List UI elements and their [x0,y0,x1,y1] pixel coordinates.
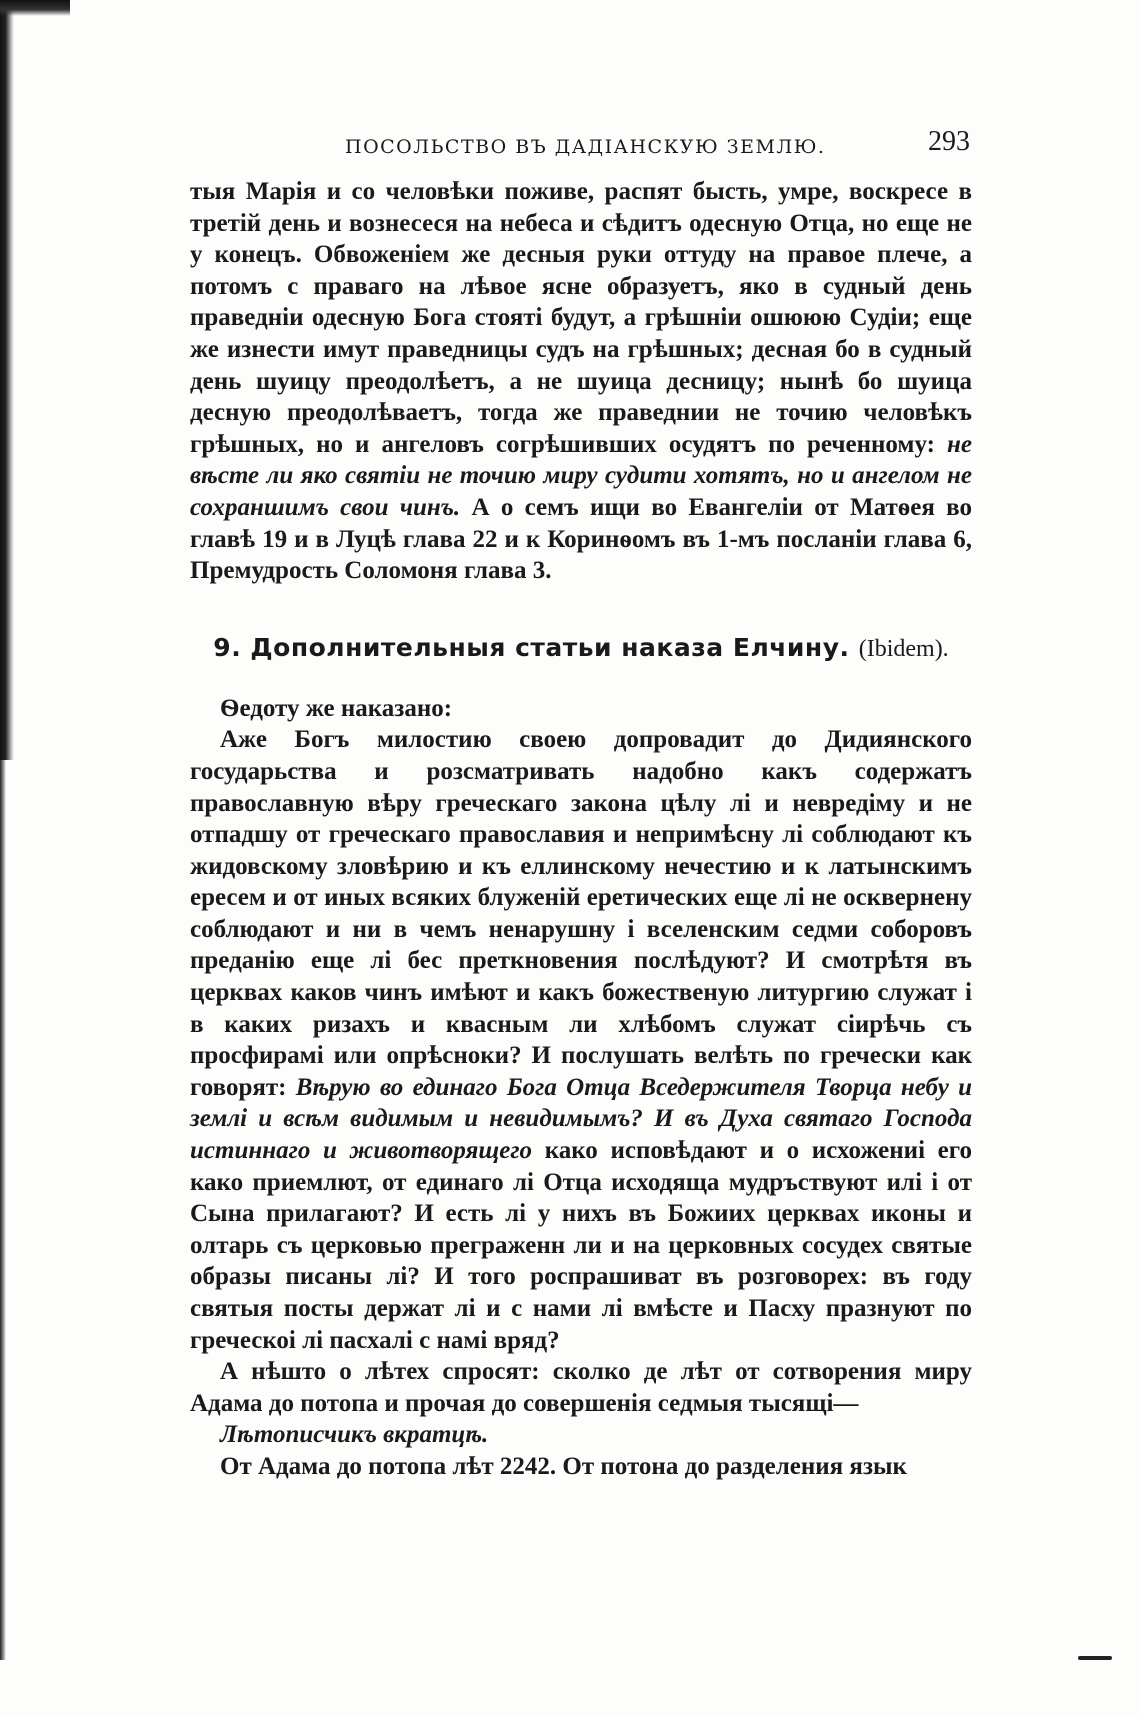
paragraph-text: тыя Марія и со человѣки поживе, распят бысть, умре, воскресе в третій день и вознесеся на небеса и сѣдитъ одесную Отца, но еще не у конецъ. Обвоженіем же десныя руки оттуду на правое плече, а потомъ с праваго на лѣвое ясне образуетъ, яко в судный день праведніи одесную Бога стояті будут, а грѣшніи ошююю Судіи; еще же изнести имут праведницы судъ на грѣшных; десная бо в судный день шуицу преодолѣетъ, а не шуица десницу; нынѣ бо шуица десную преодолѣваетъ, тогда же праведнии не точию человѣкъ грѣшных, но и ангеловъ согрѣшивших осудятъ по реченному: [190,178,972,458]
paragraph-chronology [190,1451,972,1483]
paragraph-text: От Адама до потопа лѣт 2242. От потона до разделения язык [220,1452,907,1480]
running-head: ПОСОЛЬСТВО ВЪ ДАДІАНСКУЮ ЗЕМЛЮ. [345,136,826,158]
paragraph-text: како исповѣдают и о исхожениі его како приемлют, от единаго лі Отца исходяща мудръствуют илі і от Сына прилагают? И есть лі у нихъ въ Божиих церквах иконы и олтарь съ церковью преграженн ли и на церковных сосудех святые образы писаны лі? И того роспрашиват въ розговорех: въ году святыя посты держат лі и с нами лі вмѣсте и Пасху празнуют по греческоі лі пасхалі с намі вряд? [190,1137,972,1354]
binding-edge [0,0,14,760]
paragraph-intro [190,693,972,725]
section-title: 9. Дополнительныя статьи наказа Елчину. [213,632,850,662]
section-heading [190,633,972,663]
page-body [190,176,972,1483]
creed-quote: Вѣрую во единаго Бога Отца Вседержителя Творца небу и землі и всѣм видимым и невидимымъ? И въ Духа святаго Господа истиннаго и животворящего [190,1073,972,1165]
paragraph-text: Аже Богъ милостию своею допровадит до Дидиянского государьства и розсматривать надобно какъ содержатъ православную вѣру греческаго закона цѣлу лі и невредіму и не отпадшу от греческаго православия и непримѣсну лі соблюдают къ жидовскому зловѣрию и къ еллинскому нечестию и к латынскимъ ересем и от иных всяких блуженій еретических еще лі не осквернену соблюдают и ни в чемъ ненарушну і вселенским седми соборовъ преданію еще лі бес преткновения послѣдуют? И смотрѣтя въ церквах каков чинъ имѣют и какъ божественую литургию служат і в каких ризахъ и квасным ли хлѣбомъ служат сіирѣчь съ просфирамі или опрѣсноки? И послушать велѣть по гречески как говорят: [190,726,972,1101]
paragraph-text: А о семъ ищи во Евангеліи от Матѳея во главѣ 19 и в Луцѣ глава 22 и к Коринѳомъ въ 1-мъ посланіи глава 6, Премудрость Соломоня глава 3. [190,493,972,585]
paragraph-years [190,1356,972,1419]
binding-edge-lower [0,760,6,1660]
paragraph-continuation [190,176,972,587]
scan-mark [1078,1656,1112,1660]
paragraph-text: А нѣшто о лѣтех спросят: сколко де лѣт от сотворения миру Адама до потопа и прочая до совершенія седмыя тысящі— [190,1358,972,1417]
paragraph-text: Ѳедоту же наказано: [220,694,453,722]
page-number: 293 [928,126,970,157]
chronicle-title-text: Лѣтописчикъ вкратцѣ. [220,1421,489,1449]
page-header [190,126,970,166]
paragraph-instructions [190,724,972,1356]
binding-corner [0,0,70,16]
section-source: (Ibidem). [858,635,949,662]
chronicle-title [190,1419,972,1451]
scripture-quote: не вѣсте ли яко святіи не точию миру судити хотятъ, но и ангелом не сохраншимъ свои чинъ. [190,430,972,521]
